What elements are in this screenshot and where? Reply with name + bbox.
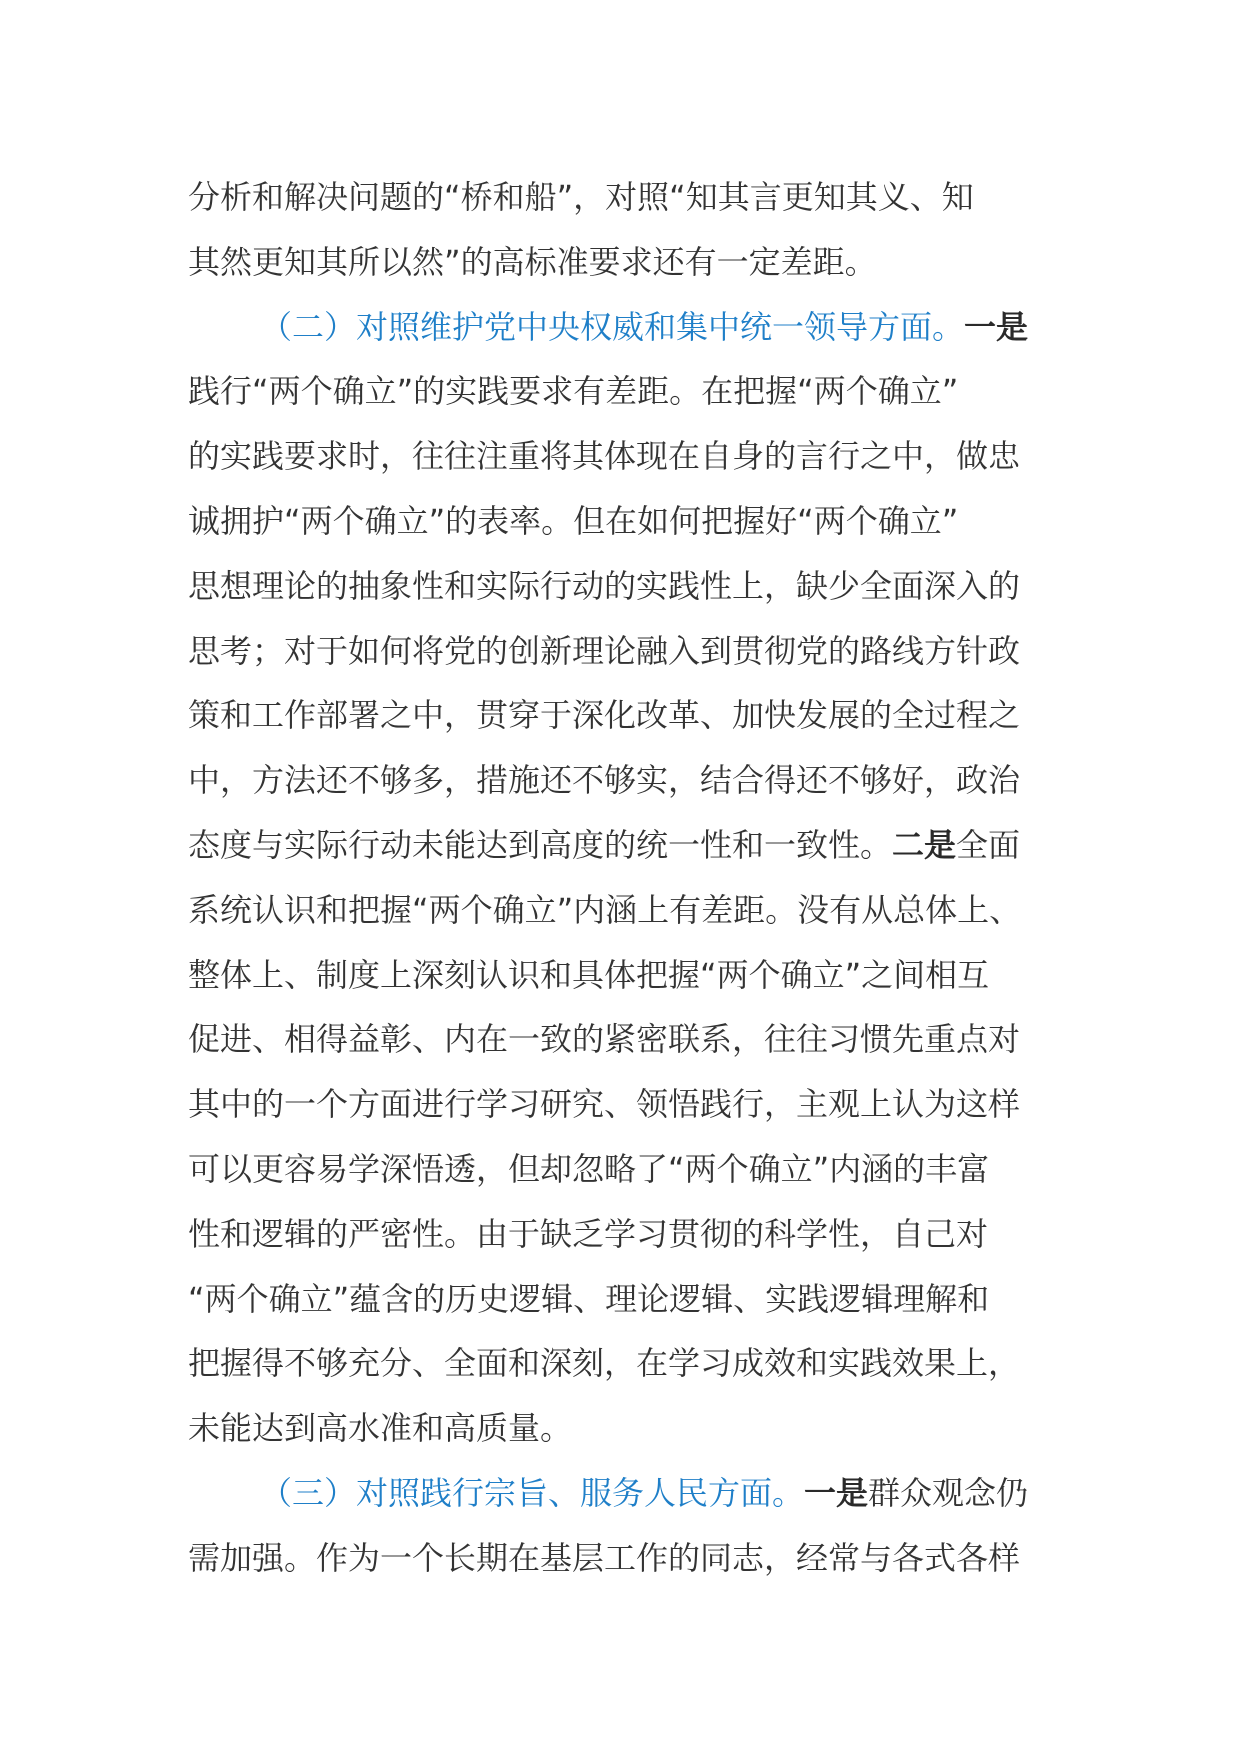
text-segment: 未能达到高水准和高质量。	[188, 1409, 573, 1448]
body-text	[188, 165, 1068, 1591]
text-line	[188, 1461, 1068, 1526]
text-line	[188, 1267, 1068, 1332]
text-line	[188, 1202, 1068, 1267]
text-line	[188, 1526, 1068, 1591]
text-line	[188, 813, 1068, 878]
section-heading: （二）对照维护党中央权威和集中统一领导方面。	[260, 307, 965, 346]
text-line	[188, 1331, 1068, 1396]
section-heading: （三）对照践行宗旨、服务人民方面。	[260, 1473, 805, 1512]
text-line	[188, 943, 1068, 1008]
text-segment: 促进、相得益彰、内在一致的紧密联系，往往习惯先重点对	[188, 1020, 1021, 1059]
text-segment: “两个确立”蕴含的历史逻辑、理论逻辑、实践逻辑理解和	[188, 1279, 990, 1318]
text-segment: 整体上、制度上深刻认识和具体把握“两个确立”之间相互	[188, 955, 990, 994]
text-line	[188, 489, 1068, 554]
text-segment: 把握得不够充分、全面和深刻，在学习成效和实践效果上，	[188, 1344, 1021, 1383]
text-segment: 需加强。作为一个长期在基层工作的同志，经常与各式各样	[188, 1538, 1021, 1577]
text-segment: 系统认识和把握“两个确立”内涵上有差距。没有从总体上、	[188, 890, 1022, 929]
text-segment: 全面	[956, 825, 1021, 864]
text-segment: 的实践要求时，往往注重将其体现在自身的言行之中，做忠	[188, 437, 1021, 476]
text-segment: 其然更知其所以然”的高标准要求还有一定差距。	[188, 242, 877, 281]
text-segment: 策和工作部署之中，贯穿于深化改革、加快发展的全过程之	[188, 696, 1021, 735]
text-segment: 思想理论的抽象性和实际行动的实践性上，缺少全面深入的	[188, 566, 1021, 605]
text-segment: 态度与实际行动未能达到高度的统一性和一致性。	[188, 825, 893, 864]
text-line	[188, 1007, 1068, 1072]
text-line	[188, 683, 1068, 748]
text-line	[188, 1396, 1068, 1461]
text-line	[188, 878, 1068, 943]
text-line	[188, 359, 1068, 424]
text-segment: 践行“两个确立”的实践要求有差距。在把握“两个确立”	[188, 372, 959, 411]
text-segment: 中，方法还不够多，措施还不够实，结合得还不够好，政治	[188, 761, 1021, 800]
text-line	[188, 554, 1068, 619]
text-segment: 诚拥护“两个确立”的表率。但在如何把握好“两个确立”	[188, 501, 959, 540]
bold-marker: 一是	[804, 1473, 869, 1512]
bold-marker: 一是	[964, 307, 1029, 346]
text-line	[188, 748, 1068, 813]
text-segment: 性和逻辑的严密性。由于缺乏学习贯彻的科学性，自己对	[188, 1214, 989, 1253]
text-segment: 分析和解决问题的“桥和船”，对照“知其言更知其义、知	[188, 178, 974, 216]
text-line	[188, 230, 1068, 295]
text-segment: 思考；对于如何将党的创新理论融入到贯彻党的路线方针政	[188, 631, 1021, 670]
text-line	[188, 295, 1068, 360]
text-line	[188, 424, 1068, 489]
bold-marker: 二是	[892, 825, 957, 864]
text-segment: 群众观念仍	[868, 1473, 1029, 1512]
text-segment: 可以更容易学深悟透，但却忽略了“两个确立”内涵的丰富	[188, 1149, 990, 1188]
text-segment: 其中的一个方面进行学习研究、领悟践行，主观上认为这样	[188, 1085, 1021, 1124]
text-line	[188, 619, 1068, 684]
text-line	[188, 1072, 1068, 1137]
text-line	[188, 165, 1068, 230]
text-line	[188, 1137, 1068, 1202]
